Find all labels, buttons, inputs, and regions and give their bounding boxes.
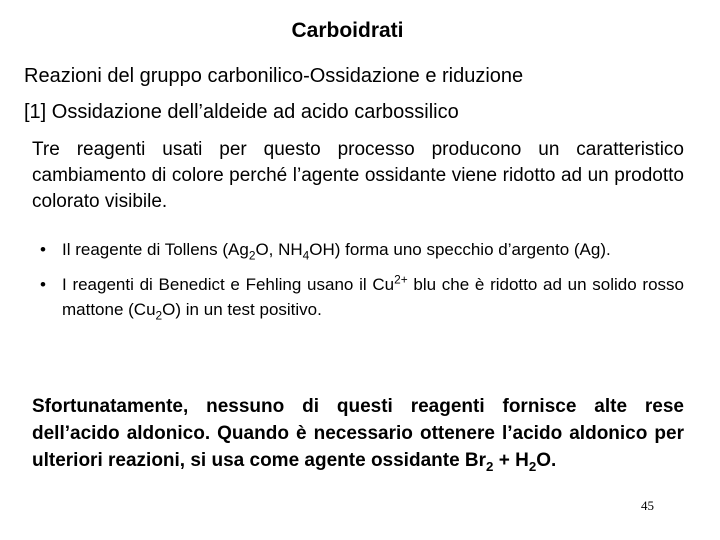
closing-paragraph: Sfortunatamente, nessuno di questi reagenti fornisce alte rese dell’acido aldonico. Quando è necessario ottenere l’acido aldonico per ulteriori reazioni, si usa come agente ossidante $Br_2 + H_2O$. <box>32 396 684 474</box>
intro-paragraph: Tre reagenti usati per questo processo producono un caratteristico cambiamento di colore perché l’agente ossidante viene ridotto ad un prodotto colorato visibile. <box>32 139 684 212</box>
bullet-dot-icon: • <box>40 275 46 294</box>
page-number: 45 <box>641 498 654 513</box>
slide-subtitle: Reazioni del gruppo carbonilico-Ossidazione e riduzione <box>24 65 524 87</box>
bullet-dot-icon: • <box>40 240 46 259</box>
section-heading: [1] Ossidazione dell’aldeide ad acido carbossilico <box>24 101 459 123</box>
bullet-benedict-fehling <box>40 272 684 322</box>
bullet-tollens <box>40 237 684 262</box>
slide-title: Carboidrati <box>291 19 404 42</box>
bullet-benedict-fehling-text: I reagenti di Benedict e Fehling usano il $Cu^{2+}$ blu che è ridotto ad un solido rosso mattone $(Cu_2O)$ in un test positivo. <box>62 272 684 323</box>
bullet-tollens-text: Il reagente di Tollens ($Ag_2O$, $NH_4OH$) forma uno specchio d’argento (Ag). <box>62 240 611 263</box>
reagent-bullet-list <box>40 237 684 322</box>
